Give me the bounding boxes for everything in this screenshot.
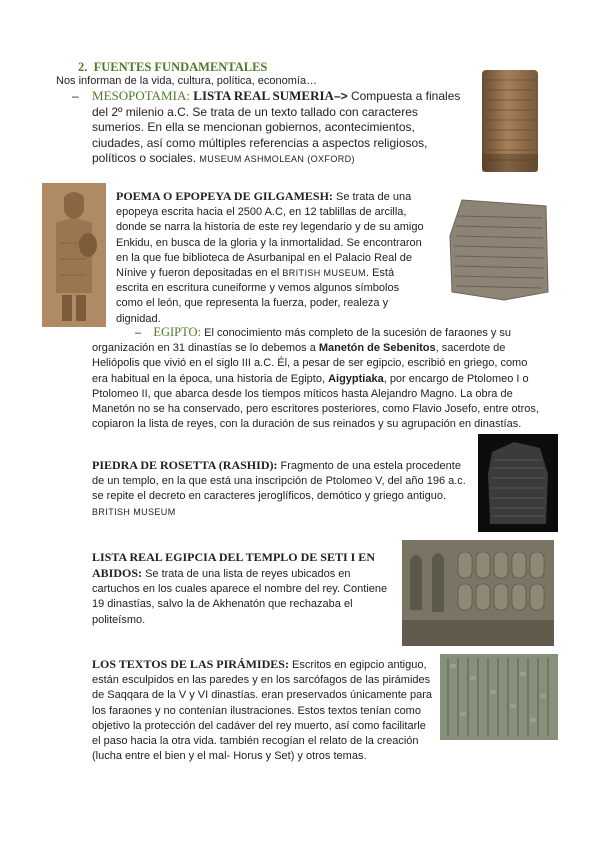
piramides-text: Escritos en egipcio antiguo, están esculpidos en las paredes y en los sarcófagos de las pirámides de Saqqara de la V y VI dinastías. eran preservados únicamente para los faraones y no contenían ilustraciones. Estos textos tenían como objetivo la protección del cadáver del rey muerto, así como facilitarle el paso hacia la otra vida. también recogían el relato de la creación (lucha entre el bien y el mal- Horus y Set) y otros temas. [92, 659, 432, 763]
manethon-name: Manetón de Sebenitos [318, 342, 436, 355]
mesopotamia-text-2: del 2º milenio a.C. Se trata de un texto tallado con caracteres sumerios. En ella se mencionan gobiernos, acontecimientos, ciudades, así como múltiples referencias a aspectos religiosos, políticos o sociales. [92, 104, 428, 166]
pyramid-texts-image [440, 654, 558, 740]
aigyptiaka-title: Aigyptiaka [328, 372, 384, 385]
gilgamesh-heading: POEMA O EPOPEYA DE GILGAMESH: [116, 189, 333, 203]
lista-real-sumeria-heading: LISTA REAL SUMERIA [193, 88, 334, 103]
section-number: 2. [78, 60, 88, 74]
abidos-heading-line1: LISTA REAL EGIPCIA DEL TEMPLO DE SETI I EN [92, 550, 375, 564]
piramides-paragraph [92, 657, 432, 764]
piramides-heading: LOS TEXTOS DE LAS PIRÁMIDES: [92, 657, 289, 671]
rosetta-text: Fragmento de una estela procedente de un templo, en la que está una inscripción de Ptolomeo V, del año 196 a.c. se repite el decreto en caracteres jeroglíficos, demótico y griego antiguo. [92, 460, 466, 503]
egipto-text-b: , sacerdote de Heliópolis que vivió en el siglo III a.C. Él, a pesar de ser egipcio, escribió en griego, como era habitual en la época, una historia de Egipto, [92, 342, 528, 385]
british-museum-label: BRITISH MUSEUM [92, 506, 176, 517]
mesopotamia-label: MESOPOTAMIA: [92, 88, 190, 103]
mesopotamia-paragraph [72, 88, 462, 168]
rosetta-heading: PIEDRA DE ROSETTA (RASHID): [92, 458, 278, 472]
section-title: FUENTES FUNDAMENTALES [93, 60, 268, 74]
egipto-label: EGIPTO: [153, 325, 202, 339]
abidos-paragraph [92, 549, 402, 628]
egipto-paragraph [92, 325, 540, 432]
rosetta-paragraph [92, 458, 474, 520]
rosetta-stone-image [478, 434, 558, 532]
egipto-text-a: El conocimiento más completo de la sucesión de faraones y su organización en 31 dinastías se lo debemos a [92, 327, 512, 355]
arrow: –> [333, 89, 348, 103]
gilgamesh-relief-image [42, 183, 106, 327]
bullet: – [135, 327, 142, 339]
abidos-king-list-relief-image [402, 540, 554, 646]
egipto-text-c: , por encargo de Ptolomeo I o Ptolomeo II, que abarca desde los tiempos míticos hasta Alejandro Magno. La obra de Manetón no se ha conservado, pero escritores posteriores, como Flavio Josefo, entre otros, copiaron la lista de reyes, con la duración de sus reinados y su agrupación en dinastías. [92, 372, 539, 431]
museum-ashmolean: MUSEUM ASHMOLEAN (OXFORD) [199, 154, 355, 165]
sumerian-king-list-prism-image [476, 68, 542, 174]
british-museum-label: BRITISH MUSEUM [282, 268, 366, 279]
mesopotamia-text-1: Compuesta a finales [350, 89, 461, 103]
abidos-text: Se trata de una lista de reyes ubicados en cartuchos en los cuales aparece el nombre del rey. Contiene 19 dinastías, salvo la de Akhenatón que rechazaba el politeísmo. [92, 568, 388, 626]
gilgamesh-text-b: . Está escrita en escritura cuneiforme y vemos algunos símbolos como el león, que representa la fuerza, poder, realeza y dignidad. [116, 267, 400, 325]
abidos-heading-line2: ABIDOS: [92, 566, 143, 580]
gilgamesh-paragraph [116, 189, 428, 327]
section-intro: Nos informan de la vida, cultura, política, economía… [56, 75, 318, 87]
bullet: – [72, 89, 79, 103]
gilgamesh-text-a: Se trata de una epopeya escrita hacia el 2500 A.C, en 12 tablillas de arcilla, donde se narra la historia de este rey legendario y de su amigo Enkidu, en busca de la gloria y la inmortalidad. Se encontraron en la que fue biblioteca de Asurbanipal en el Palacio Real de Nínive y fueron depositadas en el [116, 191, 424, 280]
section-heading [78, 60, 267, 75]
gilgamesh-tablet-image [444, 196, 553, 304]
